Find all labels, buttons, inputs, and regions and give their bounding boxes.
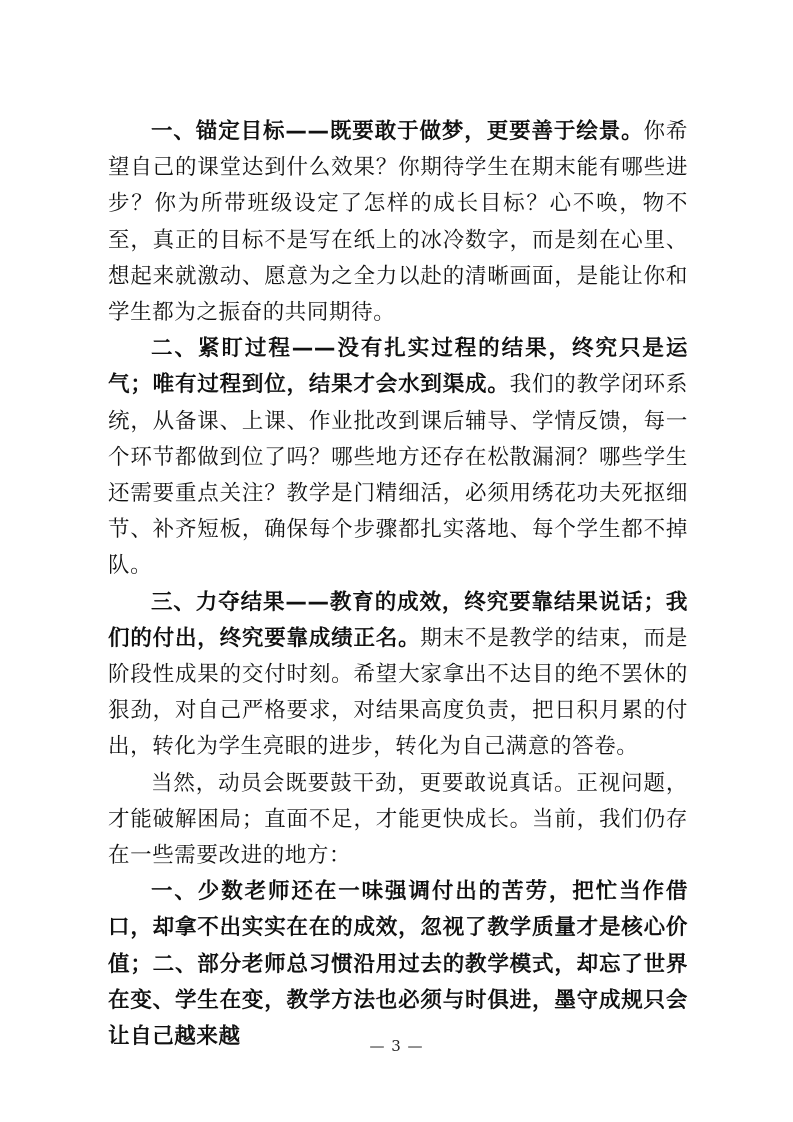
paragraph-heading: 一、少数老师还在一味强调付出的苦劳，把忙当作借口，却拿不出实实在在的成效，忽视了教学质量才是核心价值；二、部分老师总习惯沿用过去的教学模式，却忘了世界在变、学生在变，教学方法也必须与时俱进，墨守成规只会让自己越来越 — [108, 879, 688, 1050]
page-number: — 3 — — [369, 1037, 424, 1055]
paragraph-heading: 一、锚定目标——既要敢于做梦，更要善于绘景。 — [151, 119, 644, 144]
paragraph-text: 期末不是教学的结束，而是阶段性成果的交付时刻。希望大家拿出不达目的绝不罢休的狠劲，对自己严格要求，对结果高度负责，把日积月累的付出，转化为学生亮眼的进步，转化为自己满意的答卷。 — [108, 625, 688, 760]
paragraph-anchor-goal — [108, 114, 688, 331]
paragraph-win-results — [108, 585, 688, 766]
paragraph-problem-list — [108, 874, 688, 1055]
paragraph-text: 你希望自己的课堂达到什么效果？你期待学生在期末能有哪些进步？你为所带班级设定了怎样的成长目标？心不唤，物不至，真正的目标不是写在纸上的冰冷数字，而是刻在心里、想起来就激动、愿意为之全力以赴的清晰画面，是能让你和学生都为之振奋的共同期待。 — [108, 119, 688, 326]
paragraph-heading: 三、力夺结果——教育的成效，终究要靠结果说话；我们的付出，终究要靠成绩正名。 — [108, 589, 688, 651]
paragraph-text: 我们的教学闭环系统，从备课、上课、作业批改到课后辅导、学情反馈，每一个环节都做到位了吗？哪些地方还存在松散漏洞？哪些学生还需要重点关注？教学是门精细活，必须用绣花功夫死抠细节、补齐短板，确保每个步骤都扎实落地、每个学生都不掉队。 — [108, 372, 688, 579]
paragraph-text: 当然，动员会既要鼓干劲，更要敢说真话。正视问题，才能破解困局；直面不足，才能更快成长。当前，我们仍存在一些需要改进的地方： — [108, 770, 688, 869]
paragraph-heading: 二、紧盯过程——没有扎实过程的结果，终究只是运气；唯有过程到位，结果才会水到渠成。 — [108, 336, 688, 398]
body-text — [108, 114, 688, 1055]
paragraph-face-problems — [108, 766, 688, 875]
paragraph-watch-process — [108, 331, 688, 584]
